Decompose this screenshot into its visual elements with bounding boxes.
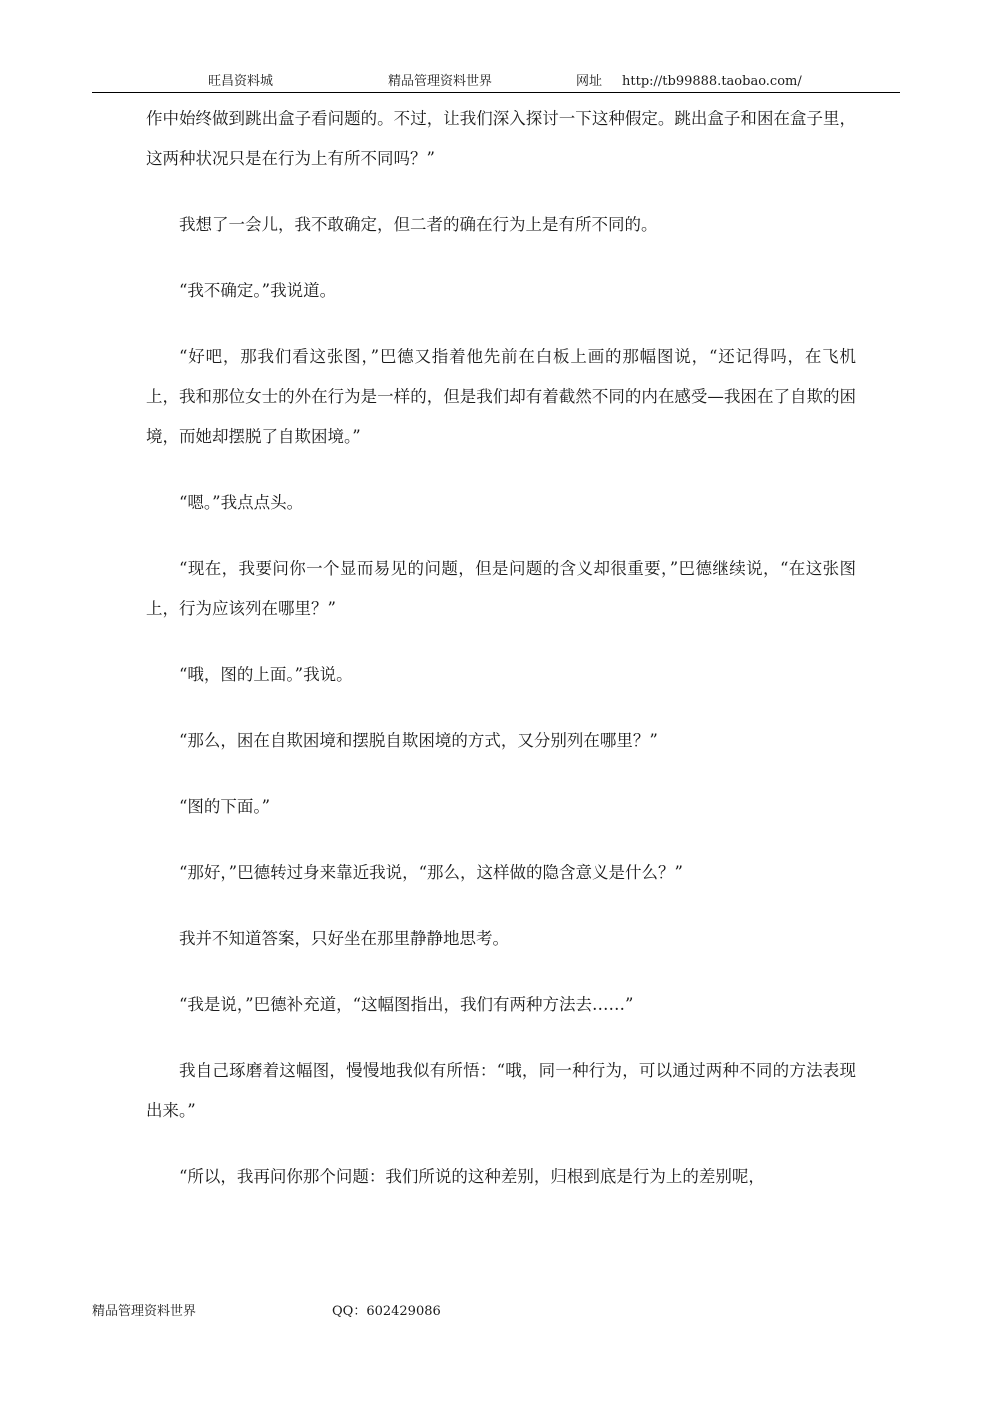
paragraph: 我自己琢磨着这幅图，慢慢地我似有所悟：“哦，同一种行为，可以通过两种不同的方法表现出来。”	[146, 1061, 856, 1120]
paragraph: “嗯。”我点点头。	[179, 493, 304, 512]
header-divider	[92, 92, 900, 93]
page-footer	[92, 1302, 792, 1322]
page-header	[92, 72, 900, 92]
paragraph: “哦，图的上面。”我说。	[179, 665, 353, 684]
paragraph: “我是说，”巴德补充道，“这幅图指出，我们有两种方法去……”	[179, 995, 634, 1014]
footer-site-name: 精品管理资料世界	[92, 1304, 197, 1319]
header-url-label: 网址	[576, 74, 603, 89]
header-url: http://tb99888.taobao.com/	[622, 74, 802, 89]
header-site-name: 旺昌资料城	[208, 74, 274, 89]
document-body	[146, 99, 856, 1223]
paragraph: “我不确定。”我说道。	[179, 281, 337, 300]
paragraph: “现在，我要问你一个显而易见的问题，但是问题的含义却很重要，”巴德继续说，“在这张图上，行为应该列在哪里？”	[146, 559, 856, 618]
paragraph: “所以，我再问你那个问题：我们所说的这种差别，归根到底是行为上的差别呢，	[179, 1167, 765, 1186]
paragraph: 我想了一会儿，我不敢确定，但二者的确在行为上是有所不同的。	[179, 215, 658, 234]
footer-qq: QQ：602429086	[332, 1304, 441, 1319]
paragraph: “那么，困在自欺困境和摆脱自欺困境的方式，又分别列在哪里？”	[179, 731, 658, 750]
header-title: 精品管理资料世界	[388, 74, 493, 89]
paragraph: 作中始终做到跳出盒子看问题的。不过，让我们深入探讨一下这种假定。跳出盒子和困在盒子里，这两种状况只是在行为上有所不同吗？”	[146, 109, 856, 168]
paragraph: “好吧，那我们看这张图，”巴德又指着他先前在白板上画的那幅图说，“还记得吗，在飞机上，我和那位女士的外在行为是一样的，但是我们却有着截然不同的内在感受—我困在了自欺的困境，而她却摆脱了自欺困境。”	[146, 347, 856, 446]
paragraph: 我并不知道答案，只好坐在那里静静地思考。	[179, 929, 509, 948]
paragraph: “那好，”巴德转过身来靠近我说，“那么，这样做的隐含意义是什么？”	[179, 863, 683, 882]
paragraph: “图的下面。”	[179, 797, 271, 816]
